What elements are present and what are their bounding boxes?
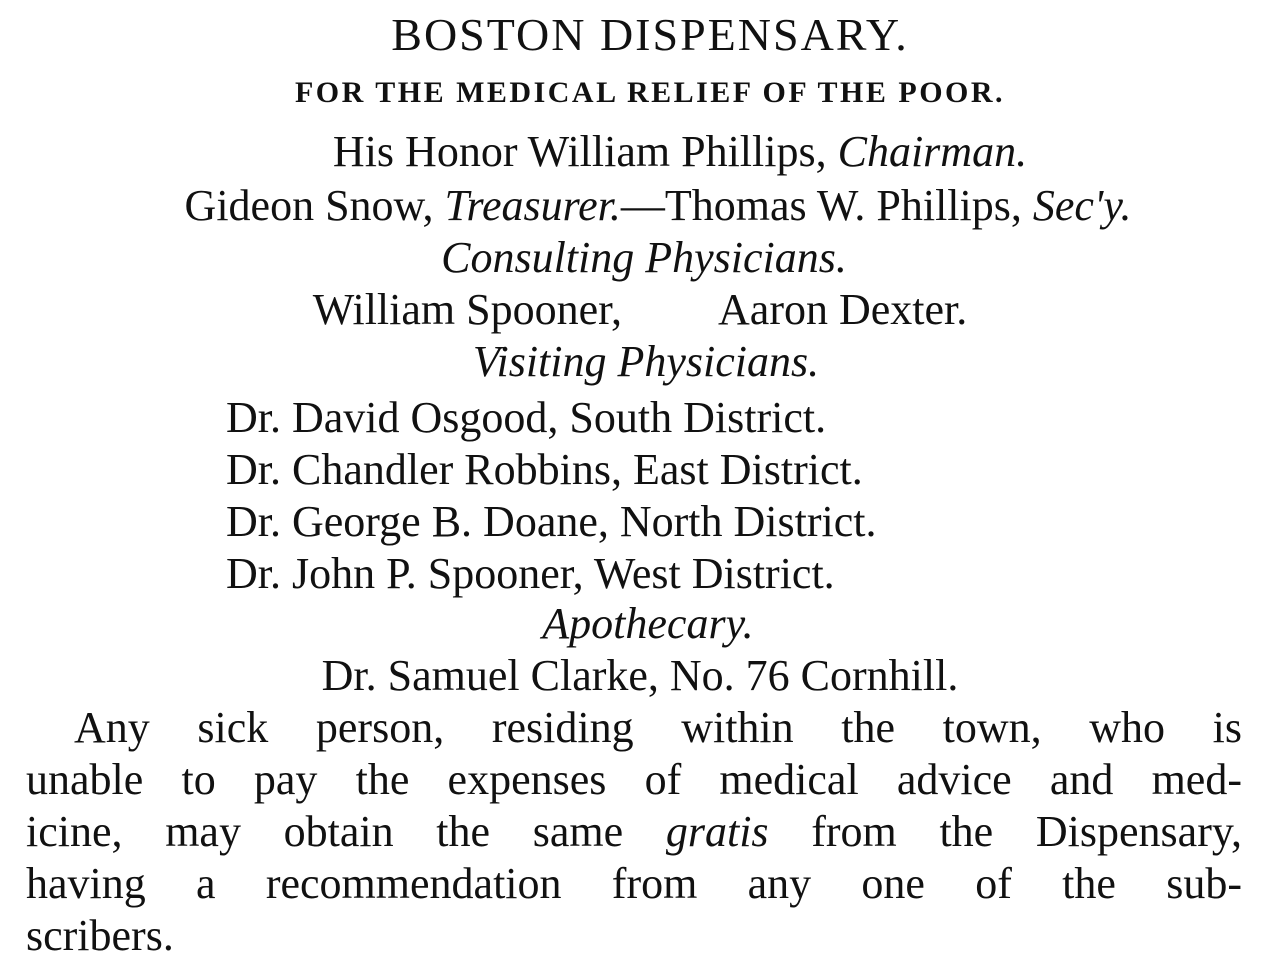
paragraph-line: scribers. xyxy=(26,911,174,960)
secretary-name: Thomas W. Phillips, xyxy=(664,181,1022,230)
officer-dash: — xyxy=(620,181,665,230)
paragraph-text: icine, may obtain the same xyxy=(26,807,624,856)
visiting-physician: Dr. Chandler Robbins, East District. xyxy=(226,445,863,494)
consulting-name: William Spooner, xyxy=(312,285,623,334)
chairman-role: Chairman. xyxy=(837,127,1028,176)
apothecary-entry: Dr. Samuel Clarke, No. 76 Cornhill. xyxy=(321,651,959,700)
paragraph-text: from the Dispensary, xyxy=(811,807,1242,856)
consulting-names xyxy=(0,285,1280,334)
treasurer-role: Treasurer. xyxy=(444,181,621,230)
gratis-word: gratis xyxy=(665,807,769,856)
notice-title: BOSTON DISPENSARY. xyxy=(391,9,909,60)
consulting-heading: Consulting Physicians. xyxy=(441,233,847,282)
visiting-physician: Dr. George B. Doane, North District. xyxy=(226,497,877,546)
paragraph-line xyxy=(26,806,1242,858)
secretary-role: Sec'y. xyxy=(1032,181,1132,230)
consulting-name: Aaron Dexter. xyxy=(718,285,968,334)
paragraph-line: Any sick person, residing within the town, who is xyxy=(74,703,1242,752)
chairman-name: His Honor William Phillips, xyxy=(332,127,827,176)
visiting-physician-list xyxy=(226,392,877,600)
chairman-line xyxy=(0,127,1280,176)
notice-subtitle: FOR THE MEDICAL RELIEF OF THE POOR. xyxy=(294,76,1006,109)
notice-paragraph xyxy=(26,702,1242,962)
treasurer-name: Gideon Snow, xyxy=(184,181,434,230)
officers-line xyxy=(0,181,1280,230)
visiting-physician: Dr. David Osgood, South District. xyxy=(226,393,827,442)
apothecary-heading: Apothecary. xyxy=(542,599,754,648)
paragraph-line: unable to pay the expenses of medical advice and med- xyxy=(26,755,1242,804)
visiting-physician: Dr. John P. Spooner, West District. xyxy=(226,549,835,598)
paragraph-line: having a recommendation from any one of the sub- xyxy=(26,859,1242,908)
visiting-heading: Visiting Physicians. xyxy=(472,337,820,386)
